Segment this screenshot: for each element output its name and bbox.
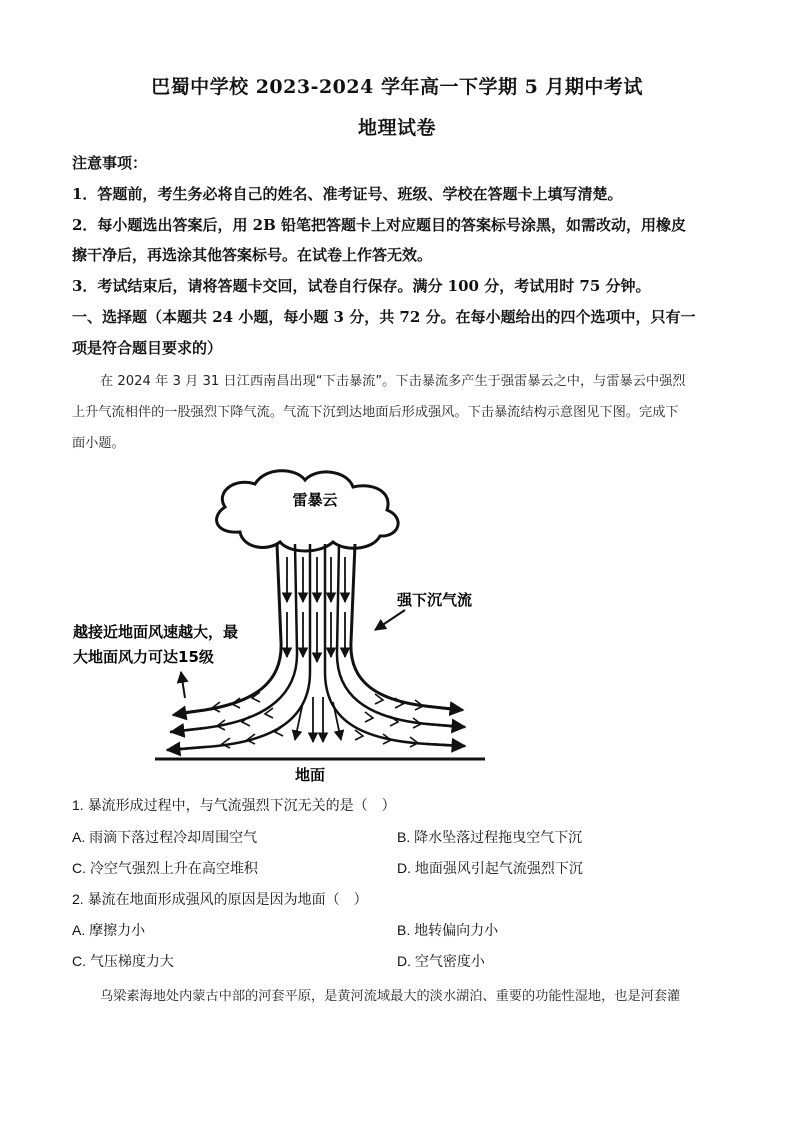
wind-label-line-1: 越接近地面风速越大，最 bbox=[73, 623, 239, 641]
question-1-option-b[interactable]: B. 降水坠落过程拖曳空气下沉 bbox=[397, 829, 583, 845]
section-heading: 一、选择题（本题共 24 小题，每小题 3 分，共 72 分。在每小题给出的四个选项中，只有一 bbox=[72, 308, 696, 326]
cloud-label: 雷暴云 bbox=[292, 491, 338, 509]
question-2-option-c[interactable]: C. 气压梯度力大 bbox=[72, 953, 174, 969]
passage-line-2: 上升气流相伴的一股强烈下降气流。气流下沉到达地面后形成强风。下击暴流结构示意图见下图。完成下 bbox=[72, 405, 679, 420]
question-2-option-b[interactable]: B. 地转偏向力小 bbox=[397, 922, 499, 938]
question-1-option-a[interactable]: A. 雨滴下落过程冷却周围空气 bbox=[72, 829, 258, 845]
exam-title: 巴蜀中学校 2023-2024 学年高一下学期 5 月期中考试 bbox=[151, 76, 643, 98]
notice-item-1: 1．答题前，考生务必将自己的姓名、准考证号、班级、学校在答题卡上填写清楚。 bbox=[72, 185, 623, 203]
ground-label: 地面 bbox=[294, 766, 326, 784]
cloud-shape bbox=[217, 471, 399, 551]
wind-label-line-2: 大地面风力可达15级 bbox=[73, 648, 214, 666]
question-2-option-a[interactable]: A. 摩擦力小 bbox=[72, 922, 146, 938]
notice-heading: 注意事项： bbox=[72, 154, 148, 172]
passage-line-1: 在 2024 年 3 月 31 日江西南昌出现“下击暴流”。下击暴流多产生于强雷暴云之中，与雷暴云中强烈 bbox=[100, 374, 686, 389]
question-2-stem: 2. 暴流在地面形成强风的原因是因为地面（ ） bbox=[72, 891, 368, 907]
question-2-option-d[interactable]: D. 空气密度小 bbox=[397, 953, 485, 969]
notice-item-3: 3．考试结束后，请将答题卡交回，试卷自行保存。满分 100 分，考试用时 75 分钟。 bbox=[72, 277, 651, 295]
exam-subject: 地理试卷 bbox=[357, 117, 436, 139]
column-right-wall bbox=[351, 544, 460, 710]
passage-line-3: 面小题。 bbox=[72, 436, 125, 451]
downdraft-label: 强下沉气流 bbox=[397, 591, 473, 609]
notice-item-2: 2．每小题选出答案后，用 2B 铅笔把答题卡上对应题目的答案标号涂黑，如需改动，用橡皮 bbox=[72, 216, 687, 234]
question-1-option-c[interactable]: C. 冷空气强烈上升在高空堆积 bbox=[72, 860, 258, 876]
notice-item-2-cont: 擦干净后，再选涂其他答案标号。在试卷上作答无效。 bbox=[72, 246, 433, 264]
passage-2-line-1: 乌梁素海地处内蒙古中部的河套平原，是黄河流域最大的淡水湖泊、重要的功能性湿地，也是河套灌 bbox=[100, 989, 681, 1004]
downburst-diagram bbox=[55, 462, 505, 792]
question-1-stem: 1. 暴流形成过程中，与气流强烈下沉无关的是（ ） bbox=[72, 797, 396, 813]
question-1-option-d[interactable]: D. 地面强风引起气流强烈下沉 bbox=[397, 860, 583, 876]
section-heading-cont: 项是符合题目要求的） bbox=[72, 339, 223, 357]
